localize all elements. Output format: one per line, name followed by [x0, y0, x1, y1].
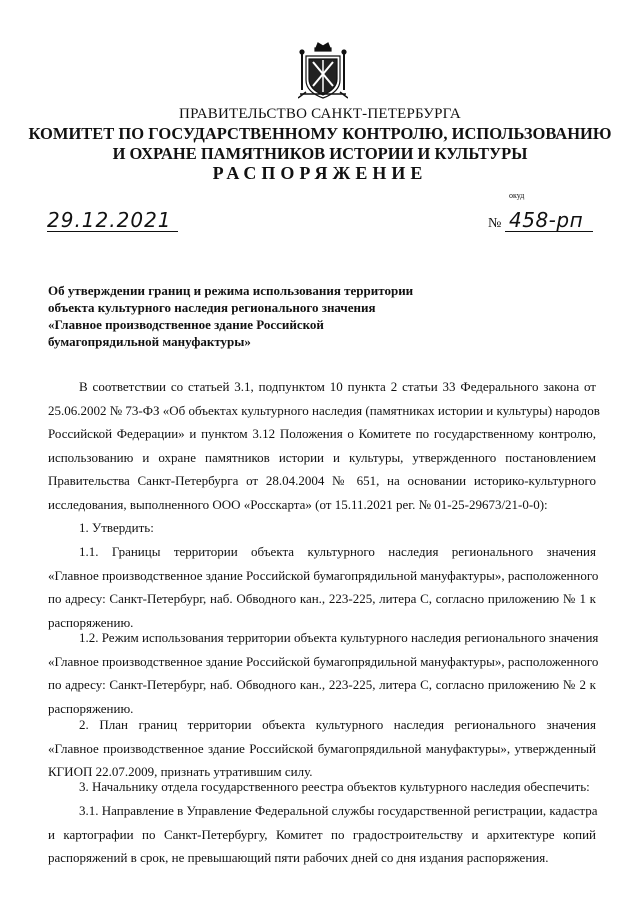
item-3: [48, 775, 596, 799]
paragraph-line: распоряжению.: [48, 700, 134, 716]
item-2: [48, 713, 596, 784]
item-3-1: [48, 799, 596, 870]
paragraph-line: и картографии по Санкт-Петербургу, Комитет по градостроительству и архитектуре копий: [48, 826, 596, 842]
item-1-1: [48, 540, 599, 634]
subject-line: Об утверждении границ и режима использования территории: [48, 283, 414, 298]
paragraph-line: В соответствии со статьей 3.1, подпунктом 10 пункта 2 статьи 33 Федерального закона от: [79, 379, 596, 394]
paragraph-line: 1.2. Режим использования территории объекта культурного наследия регионального значения: [79, 630, 599, 645]
paragraph-line: 1.1. Границы территории объекта культурного наследия регионального значения: [79, 544, 596, 559]
paragraph-line: распоряжению.: [48, 614, 134, 630]
committee-title-line1: КОМИТЕТ ПО ГОСУДАРСТВЕННОМУ КОНТРОЛЮ, ИСПОЛЬЗОВАНИЮ: [28, 124, 612, 143]
subject-line: «Главное производственное здание Российской: [48, 317, 324, 332]
paragraph-line: «Главное производственное здание Российской бумагопрядильной мануфактуры», расположенного: [48, 567, 599, 583]
number-label: №: [488, 216, 502, 231]
government-title: ПРАВИТЕЛЬСТВО САНКТ-ПЕТЕРБУРГА: [179, 106, 461, 122]
subject-line: объекта культурного наследия регионального значения: [48, 300, 376, 315]
paragraph-line: по адресу: Санкт-Петербург, наб. Обводного кан., 223-225, литера С, согласно приложению № 2 к: [48, 677, 596, 693]
okud-label: окуд: [509, 191, 525, 200]
paragraph-line: «Главное производственное здание Российской бумагопрядильной мануфактуры», утвержденный: [48, 740, 596, 756]
paragraph-line: Российской Федерации» и пунктом 3.12 Положения о Комитете по государственному контролю,: [48, 426, 596, 442]
paragraph-line: 3. Начальнику отдела государственного реестра объектов культурного наследия обеспечить:: [79, 779, 590, 794]
document-number: 458-рп: [505, 209, 593, 232]
document-date: 29.12.2021: [47, 209, 178, 232]
paragraph-line: 1. Утвердить:: [79, 520, 154, 535]
paragraph-line: распоряжений в срок, не превышающий пяти рабочих дней со дня издания распоряжения.: [48, 850, 549, 866]
document-type: РАСПОРЯЖЕНИЕ: [212, 163, 428, 183]
paragraph-line: 2. План границ территории объекта культурного наследия регионального значения: [79, 717, 596, 732]
paragraph-line: Правительства Санкт-Петербурга от 28.04.2004 № 651, на основании историко-культурного: [48, 473, 596, 489]
subject-line: бумагопрядильной мануфактуры»: [48, 334, 251, 349]
committee-title-line2: И ОХРАНЕ ПАМЯТНИКОВ ИСТОРИИ И КУЛЬТУРЫ: [112, 144, 528, 163]
item-1-2: [48, 626, 599, 720]
paragraph-line: КГИОП 22.07.2009, признать утратившим силу.: [48, 764, 313, 780]
document-subject: [48, 282, 413, 350]
item-1: [48, 516, 596, 540]
paragraph-line: использованию и охране памятников истории и культуры, утвержденного постановлением: [48, 449, 596, 465]
paragraph-line: по адресу: Санкт-Петербург, наб. Обводного кан., 223-225, литера С, согласно приложению № 1 к: [48, 591, 596, 607]
coat-of-arms-icon: [298, 40, 348, 102]
preamble-paragraph: [48, 375, 600, 517]
paragraph-line: 25.06.2002 № 73-ФЗ «Об объектах культурного наследия (памятниках истории и культуры) народов: [48, 402, 600, 418]
paragraph-line: исследования, выполненного ООО «Росскарта» (от 15.11.2021 рег. № 01-25-29673/21-0-0):: [48, 496, 548, 512]
paragraph-line: 3.1. Направление в Управление Федеральной службы государственной регистрации, кадастра: [79, 803, 598, 818]
paragraph-line: «Главное производственное здание Российской бумагопрядильной мануфактуры», расположенного: [48, 653, 599, 669]
